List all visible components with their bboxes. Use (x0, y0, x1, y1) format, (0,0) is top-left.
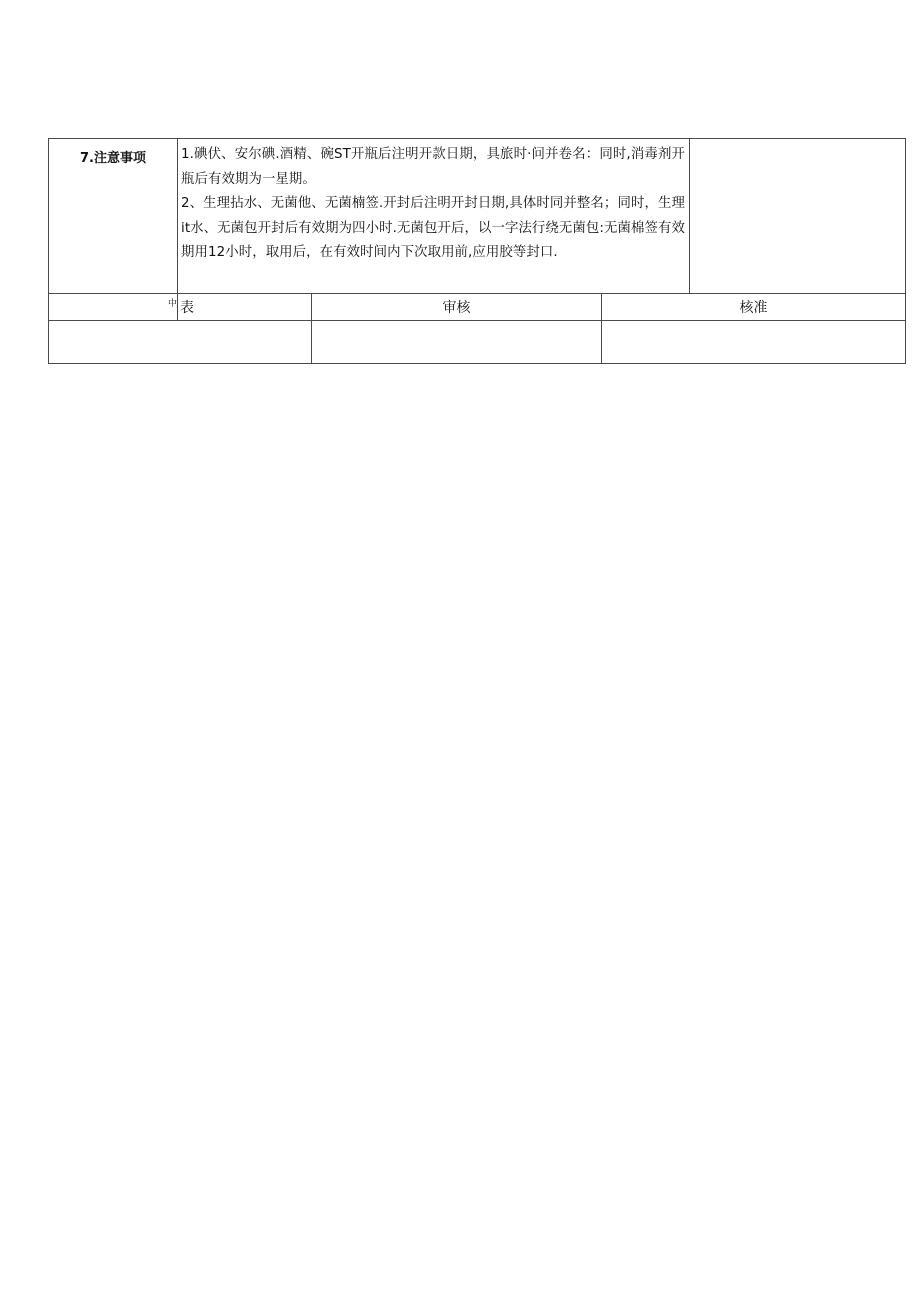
fill-form-label: 表 (180, 300, 194, 316)
notes-item-2: 2、生理拈水、无菌他、无菌楠签.开封后注明开封日期,具体时同并整名；同时，生理it水、无菌包开封后有效期为四小时.无菌包开后，以一字法行绕无菌包:无菌棉签有效期用12小时，取用后，在有效时间内下次取用前,应用胶等封口. (181, 196, 686, 260)
notes-remark-cell (690, 139, 906, 294)
signature-header-row (49, 294, 906, 321)
procedure-table (48, 138, 906, 364)
notes-label: 7.注意事项 (49, 139, 178, 294)
review-signature-cell[interactable] (312, 321, 602, 364)
fill-form-prefix: 中 (49, 294, 178, 320)
notes-content (178, 139, 690, 294)
notes-item-1: 1.碘伏、安尔碘.酒精、碗ST开瓶后注明开款日期，具旅时·问并卷名：同时,消毒剂开瓶后有效期为一星期。 (181, 147, 686, 187)
review-header: 审核 (312, 294, 602, 321)
fill-form-signature-cell[interactable] (49, 321, 312, 364)
notes-row (49, 139, 906, 294)
approve-header: 核准 (602, 294, 906, 321)
fill-form-header (49, 294, 312, 321)
signature-blank-row (49, 321, 906, 364)
approve-signature-cell[interactable] (602, 321, 906, 364)
